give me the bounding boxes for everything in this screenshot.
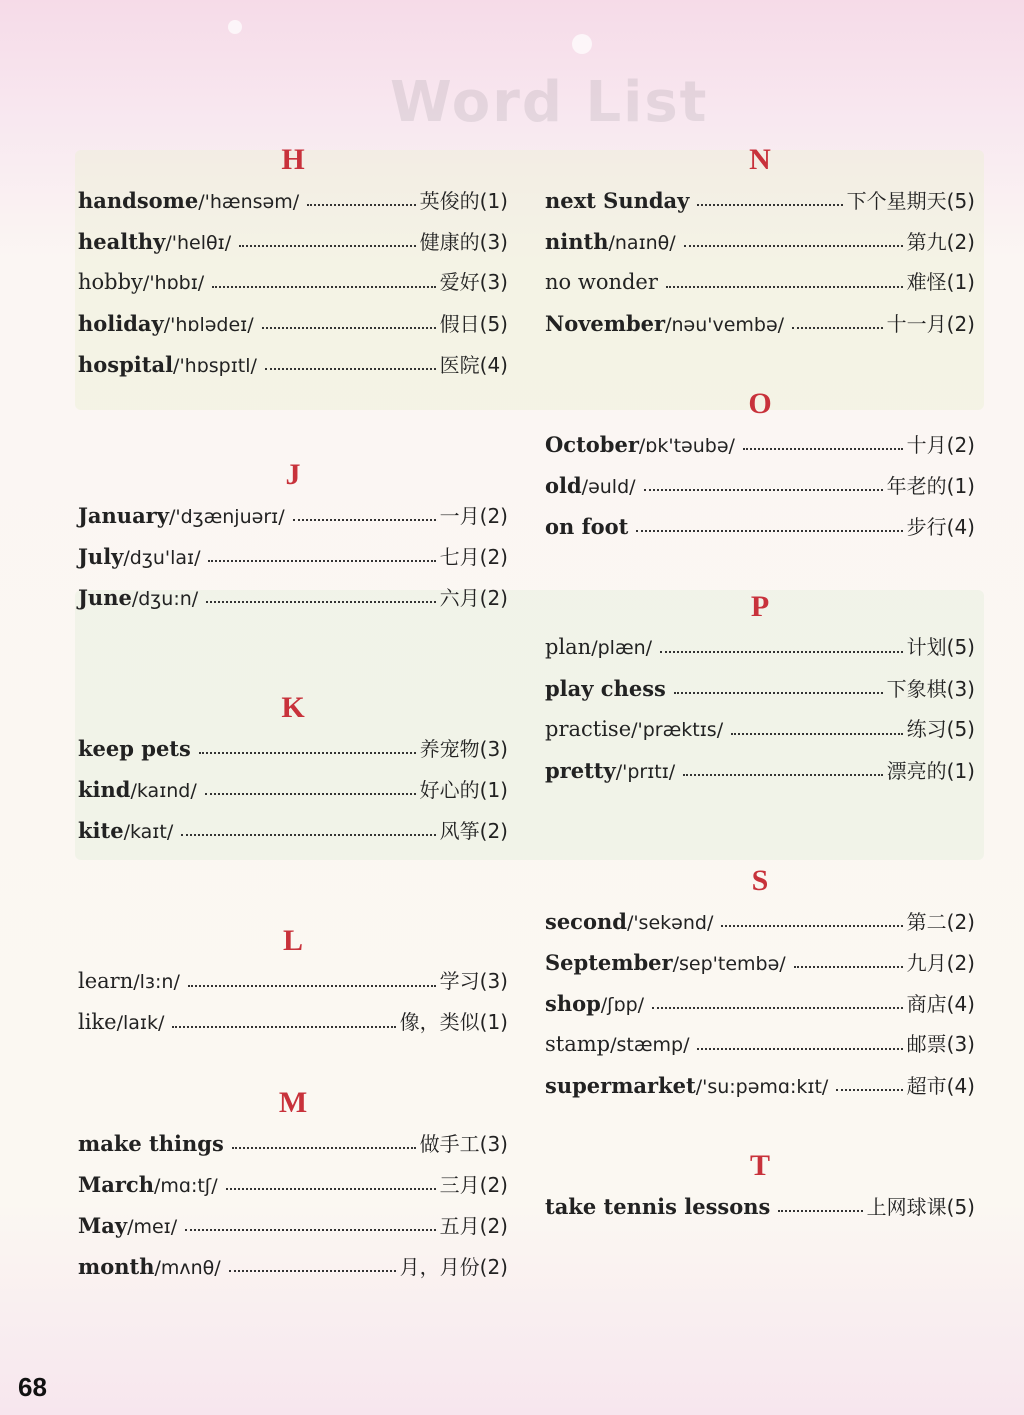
leader-dots	[666, 286, 903, 288]
meaning: 六月(2)	[439, 586, 508, 610]
word: shop	[545, 991, 601, 1016]
phonetic: /lɜ:n/	[133, 971, 180, 993]
leader-dots	[232, 1147, 416, 1149]
leader-dots	[794, 966, 903, 968]
leader-dots	[229, 1270, 396, 1272]
word: June	[78, 585, 132, 610]
meaning: 下象棋(3)	[886, 677, 975, 701]
meaning: 医院(4)	[439, 353, 508, 377]
section-letter-j: J	[285, 458, 301, 491]
word: holiday	[78, 311, 164, 336]
word: kite	[78, 818, 124, 843]
word-entry	[545, 221, 975, 262]
meaning: 步行(4)	[906, 515, 975, 539]
word-entry	[78, 536, 508, 577]
phonetic: /plæn/	[591, 637, 653, 659]
word: handsome	[78, 188, 199, 213]
word-entry	[78, 961, 508, 1002]
word: January	[78, 503, 169, 528]
word: kind	[78, 777, 131, 802]
leader-dots	[684, 245, 903, 247]
meaning: 一月(2)	[439, 504, 508, 528]
phonetic: /kaɪnd/	[130, 780, 197, 802]
word-entry	[545, 262, 975, 303]
word: make things	[78, 1131, 224, 1156]
leader-dots	[206, 601, 435, 603]
word-entry	[78, 1246, 508, 1287]
phonetic: /'helθɪ/	[165, 232, 232, 254]
meaning: 第二(2)	[906, 910, 975, 934]
section-gap	[545, 344, 975, 384]
word-entry	[78, 577, 508, 618]
phonetic: /ʃɒp/	[600, 994, 645, 1016]
phonetic: /'præktɪs/	[631, 719, 724, 741]
leader-dots	[262, 327, 436, 329]
leader-dots	[239, 245, 416, 247]
meaning: 爱好(3)	[439, 270, 508, 294]
word: play chess	[545, 676, 666, 701]
word-entry	[78, 344, 508, 385]
meaning: 风筝(2)	[439, 819, 508, 843]
word: healthy	[78, 229, 166, 254]
leader-dots	[743, 448, 903, 450]
leader-dots	[836, 1089, 902, 1091]
phonetic: /'hɒlədeɪ/	[163, 314, 254, 336]
word: practise	[545, 717, 632, 741]
leader-dots	[721, 925, 902, 927]
phonetic: /dʒu'laɪ/	[123, 547, 201, 569]
meaning: 年老的(1)	[886, 474, 975, 498]
section-letter-l: L	[282, 924, 303, 957]
word-entry	[545, 983, 975, 1024]
word: month	[78, 1254, 155, 1279]
leader-dots	[208, 560, 435, 562]
word: plan	[545, 635, 592, 659]
word-entry	[545, 901, 975, 942]
word: October	[545, 432, 639, 457]
phonetic: /naɪnθ/	[608, 232, 676, 254]
leader-dots	[792, 327, 883, 329]
word: next Sunday	[545, 188, 690, 213]
leader-dots	[188, 985, 436, 987]
phonetic: /stæmp/	[610, 1034, 690, 1056]
phonetic: /mʌnθ/	[154, 1257, 221, 1279]
section-gap	[78, 851, 508, 921]
meaning: 九月(2)	[906, 951, 975, 975]
phonetic: /'hænsəm/	[198, 191, 300, 213]
meaning: 难怪(1)	[906, 270, 975, 294]
section-gap	[78, 618, 508, 688]
word-entry	[545, 942, 975, 983]
section-gap	[545, 547, 975, 587]
meaning: 像，类似(1)	[399, 1010, 508, 1034]
section-gap	[545, 1106, 975, 1146]
section-letter-h: H	[281, 143, 305, 176]
word-entry	[78, 1123, 508, 1164]
leader-dots	[307, 204, 416, 206]
word: take tennis lessons	[545, 1194, 771, 1219]
phonetic: /'dʒænjuərɪ/	[168, 506, 285, 528]
page-number: 68	[18, 1372, 47, 1402]
word-entry	[545, 709, 975, 750]
meaning: 十一月(2)	[886, 312, 975, 336]
phonetic: /dʒu:n/	[131, 588, 199, 610]
bubble-decoration	[572, 34, 592, 54]
word-entry	[545, 1186, 975, 1227]
word: hospital	[78, 352, 174, 377]
leader-dots	[731, 733, 903, 735]
meaning: 练习(5)	[906, 717, 975, 741]
meaning: 超市(4)	[906, 1074, 975, 1098]
leader-dots	[185, 1229, 436, 1231]
meaning: 商店(4)	[906, 992, 975, 1016]
bubble-decoration	[228, 20, 242, 34]
leader-dots	[683, 774, 882, 776]
word: second	[545, 909, 627, 934]
meaning: 下个星期天(5)	[846, 189, 975, 213]
word-entry	[78, 728, 508, 769]
word-entry	[545, 424, 975, 465]
leader-dots	[660, 651, 903, 653]
word: hobby	[78, 270, 143, 294]
meaning: 第九(2)	[906, 230, 975, 254]
leader-dots	[644, 489, 883, 491]
meaning: 健康的(3)	[419, 230, 508, 254]
word: old	[545, 473, 582, 498]
word: pretty	[545, 758, 616, 783]
meaning: 学习(3)	[439, 969, 508, 993]
phonetic: /əuld/	[581, 476, 636, 498]
word: learn	[78, 969, 134, 993]
section-letter-k: K	[281, 691, 305, 724]
meaning: 做手工(3)	[419, 1132, 508, 1156]
word: like	[78, 1010, 117, 1034]
leader-dots	[697, 1048, 902, 1050]
leader-dots	[172, 1026, 395, 1028]
word: November	[545, 311, 666, 336]
meaning: 七月(2)	[439, 545, 508, 569]
meaning: 漂亮的(1)	[886, 759, 975, 783]
word-entry	[78, 180, 508, 221]
word-entry	[78, 1164, 508, 1205]
phonetic: /'hɒbɪ/	[142, 272, 205, 294]
meaning: 十月(2)	[906, 433, 975, 457]
word-entry	[545, 506, 975, 547]
left-column	[78, 140, 508, 1287]
leader-dots	[697, 204, 842, 206]
word: July	[78, 544, 124, 569]
section-gap	[545, 791, 975, 861]
word: keep pets	[78, 736, 191, 761]
meaning: 计划(5)	[906, 635, 975, 659]
word-entry	[78, 221, 508, 262]
leader-dots	[636, 530, 902, 532]
word-entry	[545, 1065, 975, 1106]
right-column	[545, 140, 975, 1227]
word: no wonder	[545, 270, 658, 294]
phonetic: /'hɒspɪtl/	[173, 355, 257, 377]
leader-dots	[205, 793, 416, 795]
phonetic: /meɪ/	[127, 1216, 178, 1238]
leader-dots	[226, 1188, 436, 1190]
meaning: 好心的(1)	[419, 778, 508, 802]
meaning: 假日(5)	[439, 312, 508, 336]
section-gap	[78, 385, 508, 455]
leader-dots	[652, 1007, 903, 1009]
word-entry	[78, 1002, 508, 1043]
leader-dots	[212, 286, 435, 288]
word-entry	[78, 303, 508, 344]
leader-dots	[778, 1210, 862, 1212]
word-entry	[545, 750, 975, 791]
leader-dots	[293, 519, 436, 521]
word: September	[545, 950, 673, 975]
word: supermarket	[545, 1073, 696, 1098]
word-entry	[545, 1024, 975, 1065]
word-entry	[78, 1205, 508, 1246]
section-gap	[78, 1043, 508, 1083]
word-entry	[545, 180, 975, 221]
meaning: 上网球课(5)	[866, 1195, 975, 1219]
leader-dots	[181, 834, 435, 836]
meaning: 养宠物(3)	[419, 737, 508, 761]
phonetic: /laɪk/	[116, 1012, 165, 1034]
word-entry	[545, 303, 975, 344]
section-letter-o: O	[748, 387, 772, 420]
section-letter-n: N	[749, 143, 771, 176]
phonetic: /'sekənd/	[626, 912, 714, 934]
phonetic: /kaɪt/	[123, 821, 174, 843]
section-letter-s: S	[751, 864, 769, 897]
meaning: 邮票(3)	[906, 1032, 975, 1056]
phonetic: /sep'tembə/	[672, 953, 786, 975]
phonetic: /mɑ:tʃ/	[153, 1175, 218, 1197]
word-entry	[78, 262, 508, 303]
word: stamp	[545, 1032, 611, 1056]
leader-dots	[265, 368, 436, 370]
phonetic: /'prɪtɪ/	[615, 761, 676, 783]
meaning: 三月(2)	[439, 1173, 508, 1197]
word: May	[78, 1213, 128, 1238]
word: March	[78, 1172, 154, 1197]
word-entry	[545, 627, 975, 668]
leader-dots	[199, 752, 416, 754]
leader-dots	[674, 692, 883, 694]
phonetic: /ɒk'təubə/	[638, 435, 735, 457]
meaning: 五月(2)	[439, 1214, 508, 1238]
word-entry	[78, 495, 508, 536]
word-entry	[545, 465, 975, 506]
phonetic: /'su:pəmɑ:kɪt/	[695, 1076, 829, 1098]
word-entry	[78, 769, 508, 810]
faint-heading-watermark: Word List	[390, 70, 709, 135]
meaning: 月，月份(2)	[399, 1255, 508, 1279]
word-entry	[78, 810, 508, 851]
section-letter-p: P	[750, 590, 770, 623]
section-letter-m: M	[278, 1086, 308, 1119]
word-entry	[545, 668, 975, 709]
section-letter-t: T	[749, 1149, 770, 1182]
word: on foot	[545, 514, 629, 539]
phonetic: /nəu'vembə/	[665, 314, 785, 336]
word: ninth	[545, 229, 609, 254]
meaning: 英俊的(1)	[419, 189, 508, 213]
